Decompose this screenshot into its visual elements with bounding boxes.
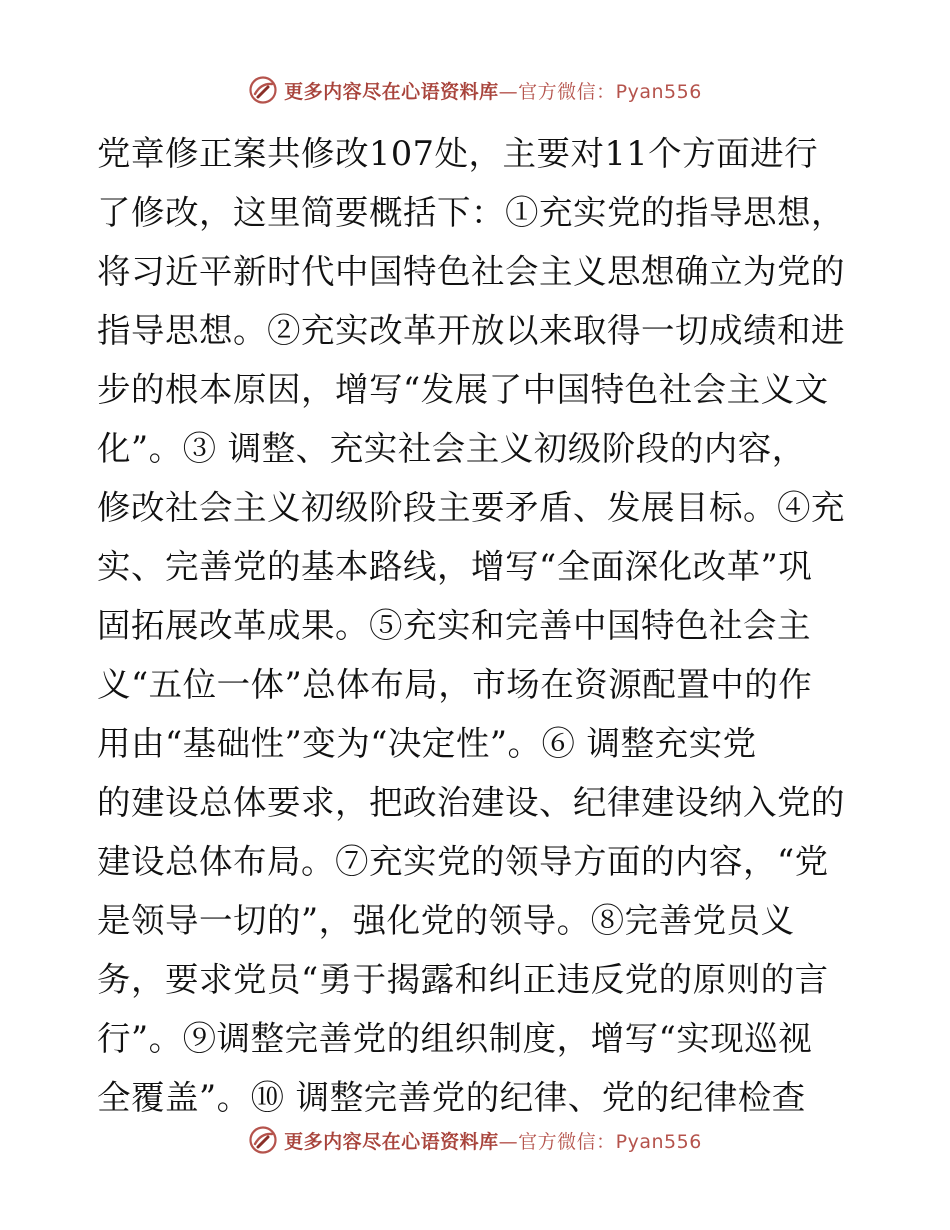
text-line: 了修改，这里简要概括下：①充实党的指导思想，: [97, 193, 845, 232]
text-line: 步的根本原因，增写“发展了中国特色社会主义文: [97, 370, 829, 409]
text-line: 务，要求党员“勇于揭露和纠正违反党的原则的言: [97, 960, 829, 999]
text-line: 全覆盖”。⑩ 调整完善党的纪律、党的纪律检查: [97, 1078, 806, 1117]
text-line: 指导思想。②充实改革开放以来取得一切成绩和进: [97, 311, 845, 350]
text-line: 行”。⑨调整完善党的组织制度，增写“实现巡视: [97, 1019, 813, 1058]
text-line: 固拓展改革成果。⑤充实和完善中国特色社会主: [97, 606, 811, 645]
footer-banner-main: 更多内容尽在心语资料库: [284, 1130, 499, 1153]
text-line: 将习近平新时代中国特色社会主义思想确立为党的: [97, 252, 845, 291]
footer-banner-suffix: 官方微信：Pyan556: [518, 1130, 702, 1153]
text-line: 用由“基础性”变为“决定性”。⑥ 调整充实党: [97, 724, 757, 763]
text-line: 党章修正案共修改107处，主要对11个方面进行: [97, 134, 819, 173]
text-line: 的建设总体要求，把政治建设、纪律建设纳入党的: [97, 783, 845, 822]
document-body: [97, 124, 857, 1127]
footer-banner-sep: —: [498, 1130, 519, 1153]
text-line: 化”。③ 调整、充实社会主义初级阶段的内容，: [97, 429, 806, 468]
header-banner-text: [284, 77, 702, 104]
text-line: 实、完善党的基本路线，增写“全面深化改革”巩: [97, 547, 813, 586]
footer-banner: [0, 1122, 950, 1158]
text-line: 义“五位一体”总体布局，市场在资源配置中的作: [97, 665, 813, 704]
logo-icon: [248, 75, 278, 105]
text-line: 修改社会主义初级阶段主要矛盾、发展目标。④充: [97, 488, 845, 527]
text-line: 建设总体布局。⑦充实党的领导方面的内容，“党: [97, 842, 829, 881]
logo-icon: [248, 1125, 278, 1155]
text-line: 是领导一切的”，强化党的领导。⑧完善党员义: [97, 901, 795, 940]
header-banner-sep: —: [498, 80, 519, 103]
footer-banner-text: [284, 1127, 702, 1154]
header-banner: [0, 72, 950, 108]
header-banner-main: 更多内容尽在心语资料库: [284, 80, 499, 103]
header-banner-suffix: 官方微信：Pyan556: [518, 80, 702, 103]
